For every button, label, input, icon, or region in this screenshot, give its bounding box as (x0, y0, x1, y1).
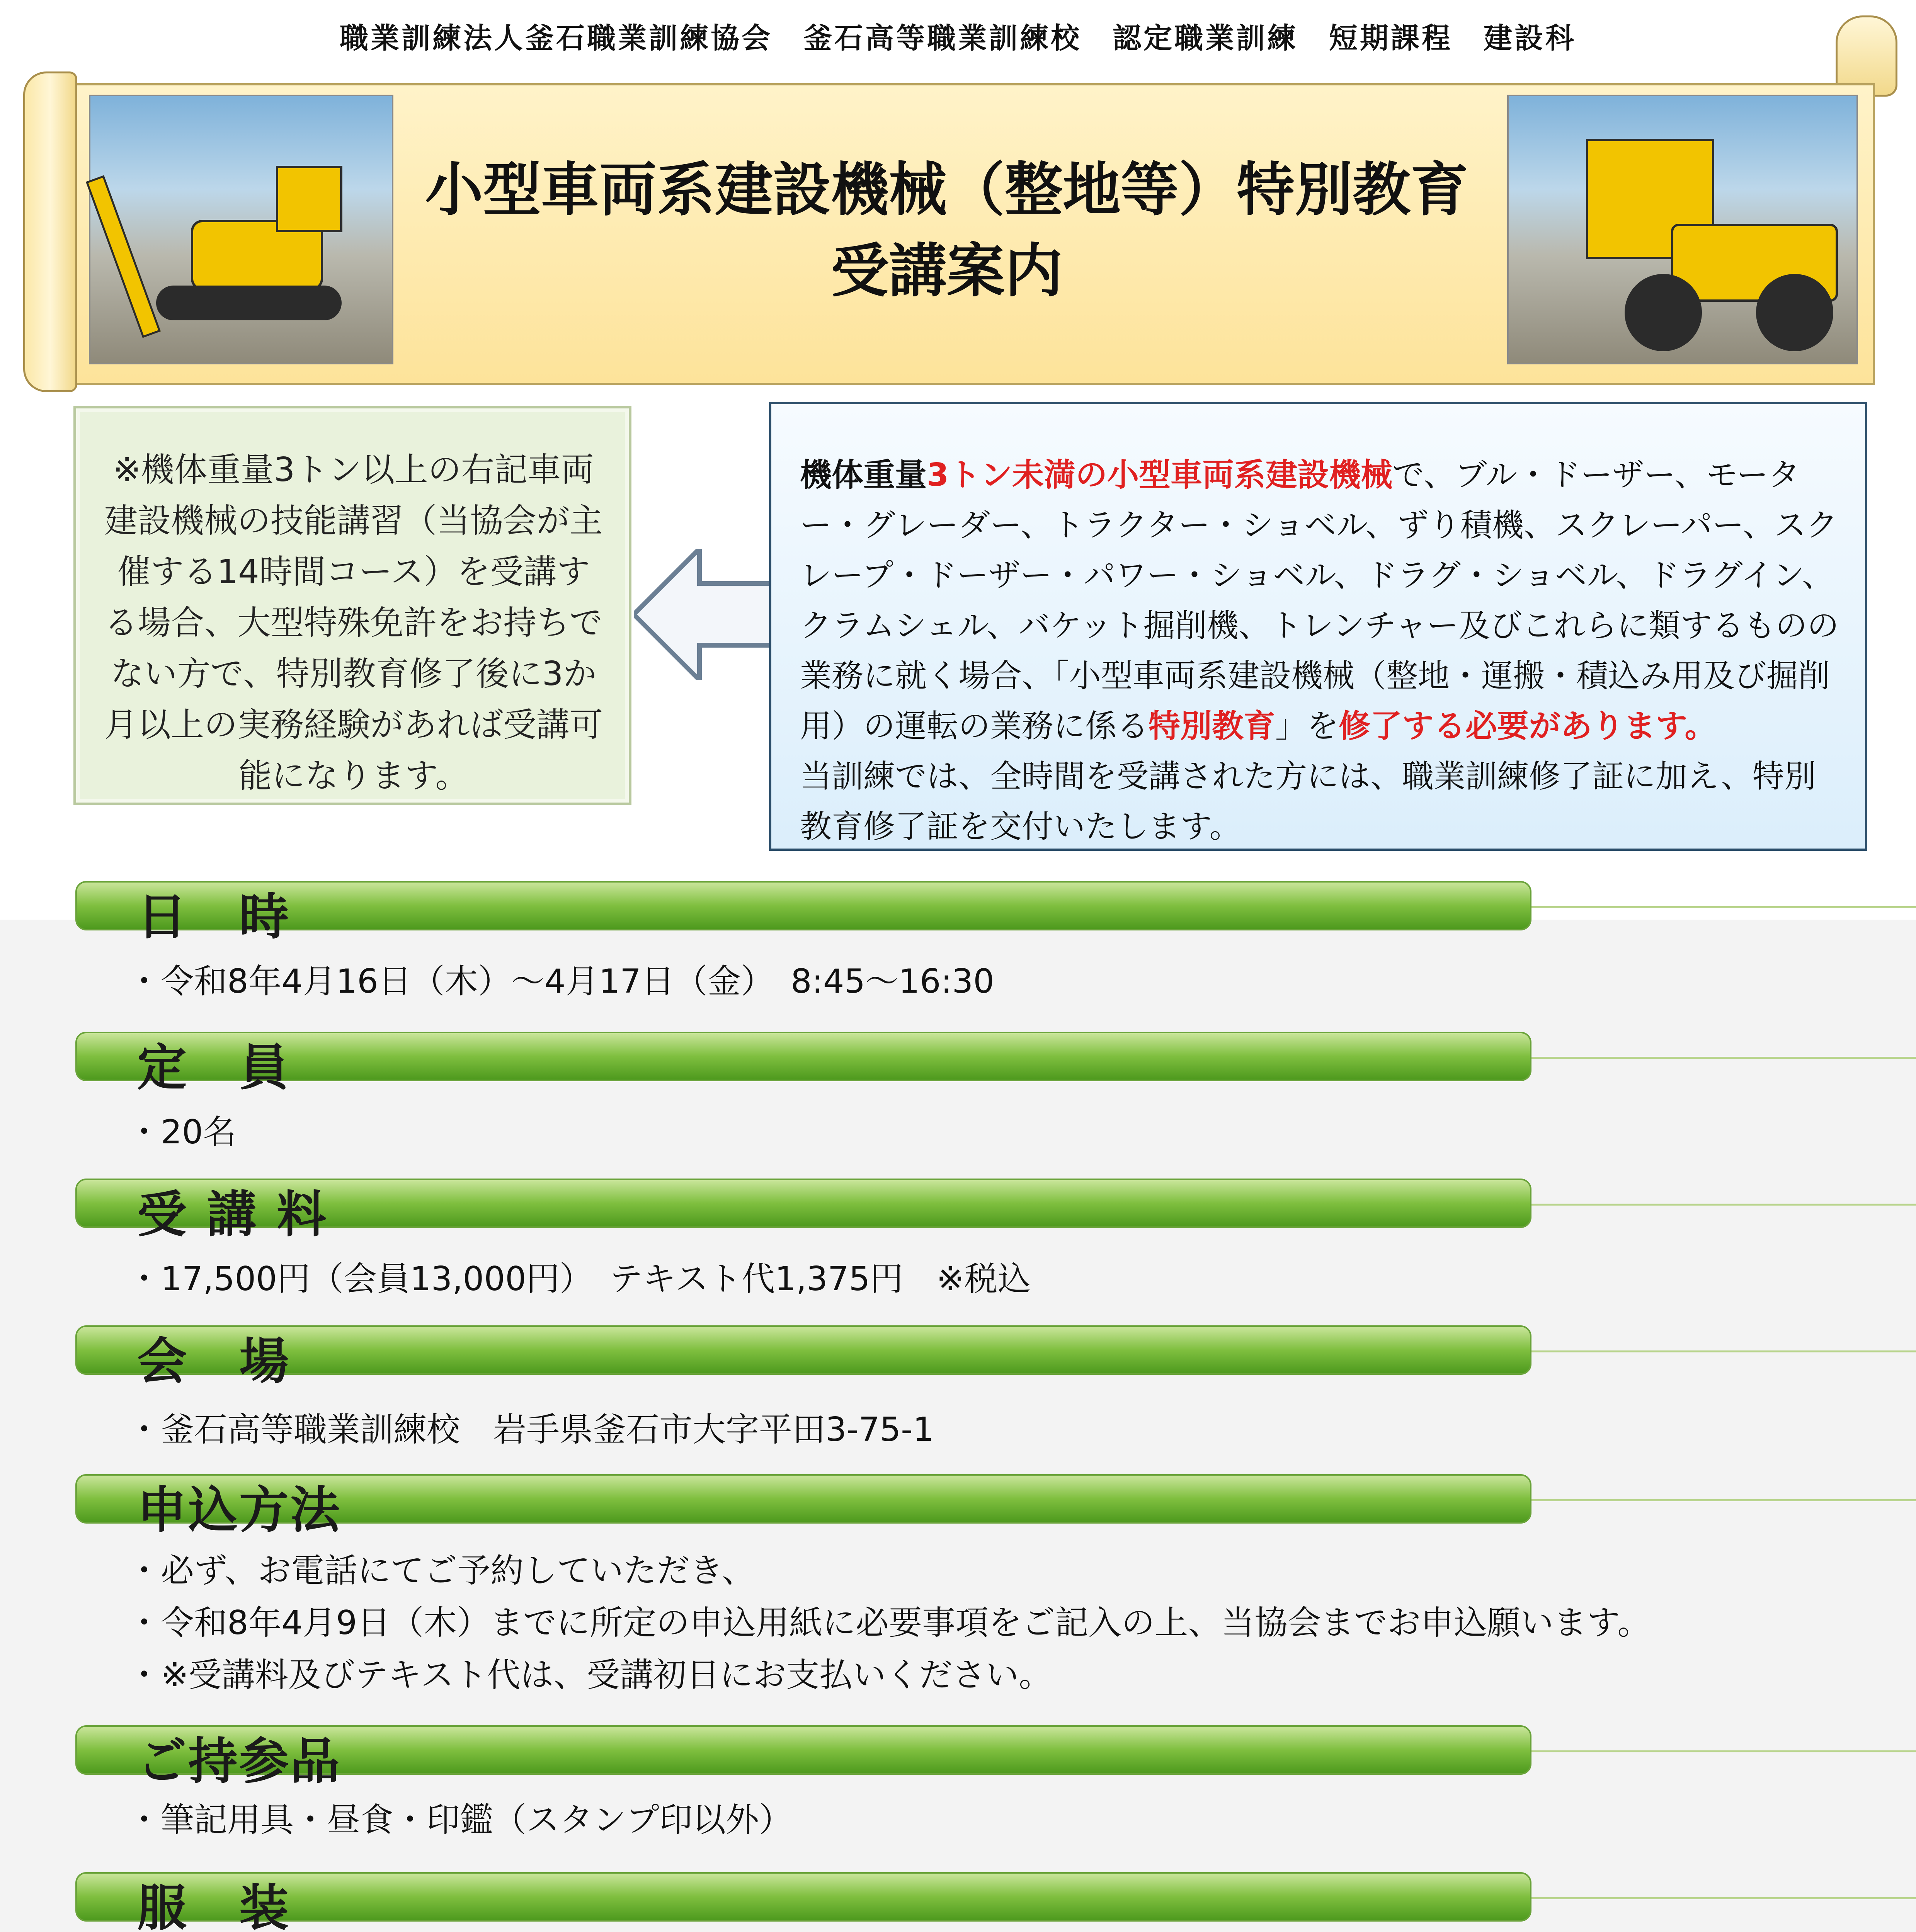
course-subtitle: 受講案内 (830, 238, 1063, 305)
section-header-capacity (75, 1032, 1531, 1081)
section-title-date: 日 時 (137, 888, 291, 946)
excavator-photo (89, 95, 393, 364)
fee-detail: ・17,500円（会員13,000円） テキスト代1,375円 ※税込 (128, 1260, 1031, 1298)
scroll-curl-left (23, 71, 77, 392)
section-title-capacity: 定 員 (137, 1039, 291, 1097)
section-title-fee: 受 講 料 (137, 1186, 328, 1243)
section-title-apply: 申込方法 (137, 1481, 342, 1539)
venue-detail: ・釜石高等職業訓練校 岩手県釜石市大字平田3-75-1 (128, 1410, 934, 1449)
apply-step-2: ・令和8年4月9日（木）までに所定の申込用紙に必要事項をご記入の上、当協会までお申込願います。 (128, 1604, 1651, 1642)
apply-step-3: ・※受講料及びテキスト代は、受講初日にお支払いください。 (128, 1656, 1052, 1694)
wheel-loader-photo (1507, 95, 1858, 364)
course-title: 小型車両系建設機械（整地等）特別教育 (425, 156, 1468, 224)
organization-header: 職業訓練法人釜石職業訓練協会 釜石高等職業訓練校 認定職業訓練 短期課程 建設科 (340, 22, 1576, 55)
section-header-venue (75, 1325, 1531, 1375)
section-title-venue: 会 場 (137, 1333, 291, 1390)
skill-course-note: ※機体重量3トン以上の右記車両建設機械の技能講習（当協会が主催する14時間コース）を受講する場合、大型特殊免許をお持ちでない方で、特別教育修了後に3か月以上の実務経験があれば受講可能になります。 (104, 451, 603, 795)
info-weight-highlight: 3トン未満の小型車両系建設機械 (927, 457, 1393, 493)
special-education-info (800, 450, 1843, 852)
info-certificate-note: 当訓練では、全時間を受講された方には、職業訓練修了証に加え、特別教育修了証を交付いたします。 (800, 758, 1816, 845)
section-header-clothing (75, 1872, 1531, 1922)
info-requirement: 修了する必要があります。 (1339, 708, 1717, 745)
section-header-date (75, 881, 1531, 930)
info-machine-list: で、ブル・ドーザー、モーター・グレーダー、トラクター・ショベル、ずり積機、スクレーパー、スクレープ・ドーザー・パワー・ショベル、ドラグ・ショベル、ドラグイン、クラムシェル、バケット掘削機、トレンチャー及びこれらに類するものの業務に就く場合、「小型車両系建設機械（整地・運搬・積込み用及び掘削用）の運転の業務に係る (800, 457, 1839, 745)
apply-step-1: ・必ず、お電話にてご予約していただき、 (128, 1551, 755, 1590)
section-title-bring: ご持参品 (137, 1733, 342, 1790)
bring-detail: ・筆記用具・昼食・印鑑（スタンプ印以外） (128, 1801, 792, 1839)
section-title-clothing: 服 装 (137, 1879, 291, 1932)
info-special-education: 特別教育 (1149, 708, 1276, 745)
date-detail: ・令和8年4月16日（木）～4月17日（金） 8:45～16:30 (128, 962, 994, 1001)
info-connector: 」を (1275, 708, 1339, 745)
capacity-detail: ・20名 (128, 1113, 237, 1151)
info-weight-label: 機体重量 (800, 457, 927, 493)
